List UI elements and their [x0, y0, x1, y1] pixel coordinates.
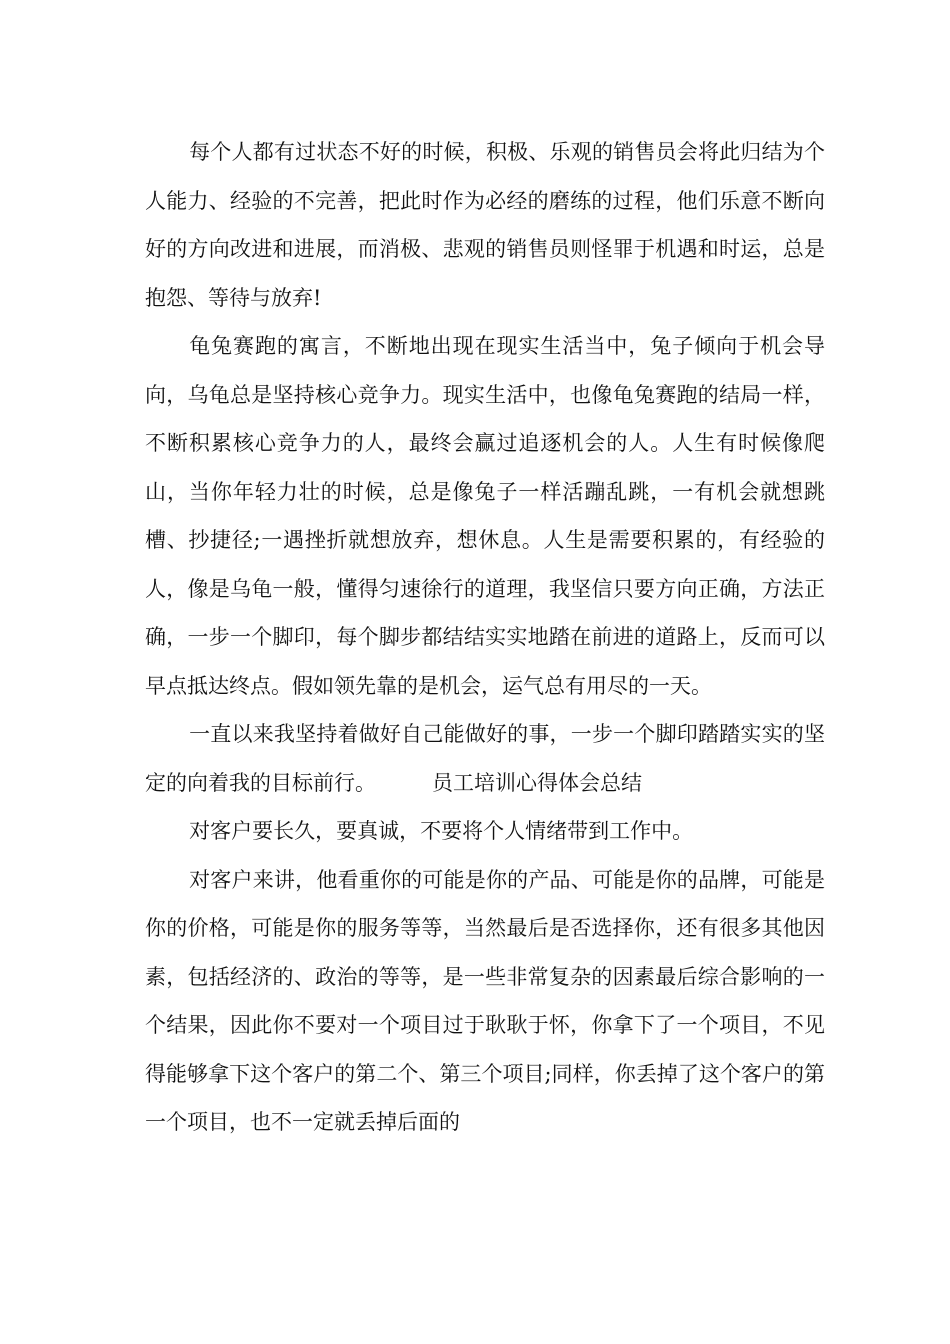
- paragraph-2: 龟兔赛跑的寓言，不断地出现在现实生活当中，兔子倾向于机会导向，乌龟总是坚持核心竞争力。现实生活中，也像龟兔赛跑的结局一样，不断积累核心竞争力的人，最终会赢过追逐机会的人。人生有时候像爬山，当你年轻力壮的时候，总是像兔子一样活蹦乱跳，一有机会就想跳槽、抄捷径;一遇挫折就想放弃，想休息。人生是需要积累的，有经验的人，像是乌龟一般，懂得匀速徐行的道理，我坚信只要方向正确，方法正确，一步一个脚印，每个脚步都结结实实地踏在前进的道路上，反而可以早点抵达终点。假如领先靠的是机会，运气总有用尽的一天。: [145, 334, 825, 698]
- paragraph-3-text: 一直以来我坚持着做好自己能做好的事，一步一个脚印踏踏实实的坚定的向着我的目标前行。: [145, 722, 825, 795]
- paragraph-3: [145, 710, 825, 807]
- section-title: 员工培训心得体会总结: [432, 770, 642, 795]
- paragraph-4: 对客户要长久，要真诚，不要将个人情绪带到工作中。: [189, 819, 694, 843]
- paragraph-1: 每个人都有过状态不好的时候，积极、乐观的销售员会将此归结为个人能力、经验的不完善，把此时作为必经的磨练的过程，他们乐意不断向好的方向改进和进展，而消极、悲观的销售员则怪罪于机遇和时运，总是抱怨、等待与放弃!: [145, 140, 825, 310]
- document-body: [145, 128, 825, 1147]
- paragraph-5: 对客户来讲，他看重你的可能是你的产品、可能是你的品牌，可能是你的价格，可能是你的服务等等，当然最后是否选择你，还有很多其他因素，包括经济的、政治的等等，是一些非常复杂的因素最后综合影响的一个结果，因此你不要对一个项目过于耿耿于怀，你拿下了一个项目，不见得能够拿下这个客户的第二个、第三个项目;同样，你丢掉了这个客户的第一个项目，也不一定就丢掉后面的: [145, 867, 825, 1134]
